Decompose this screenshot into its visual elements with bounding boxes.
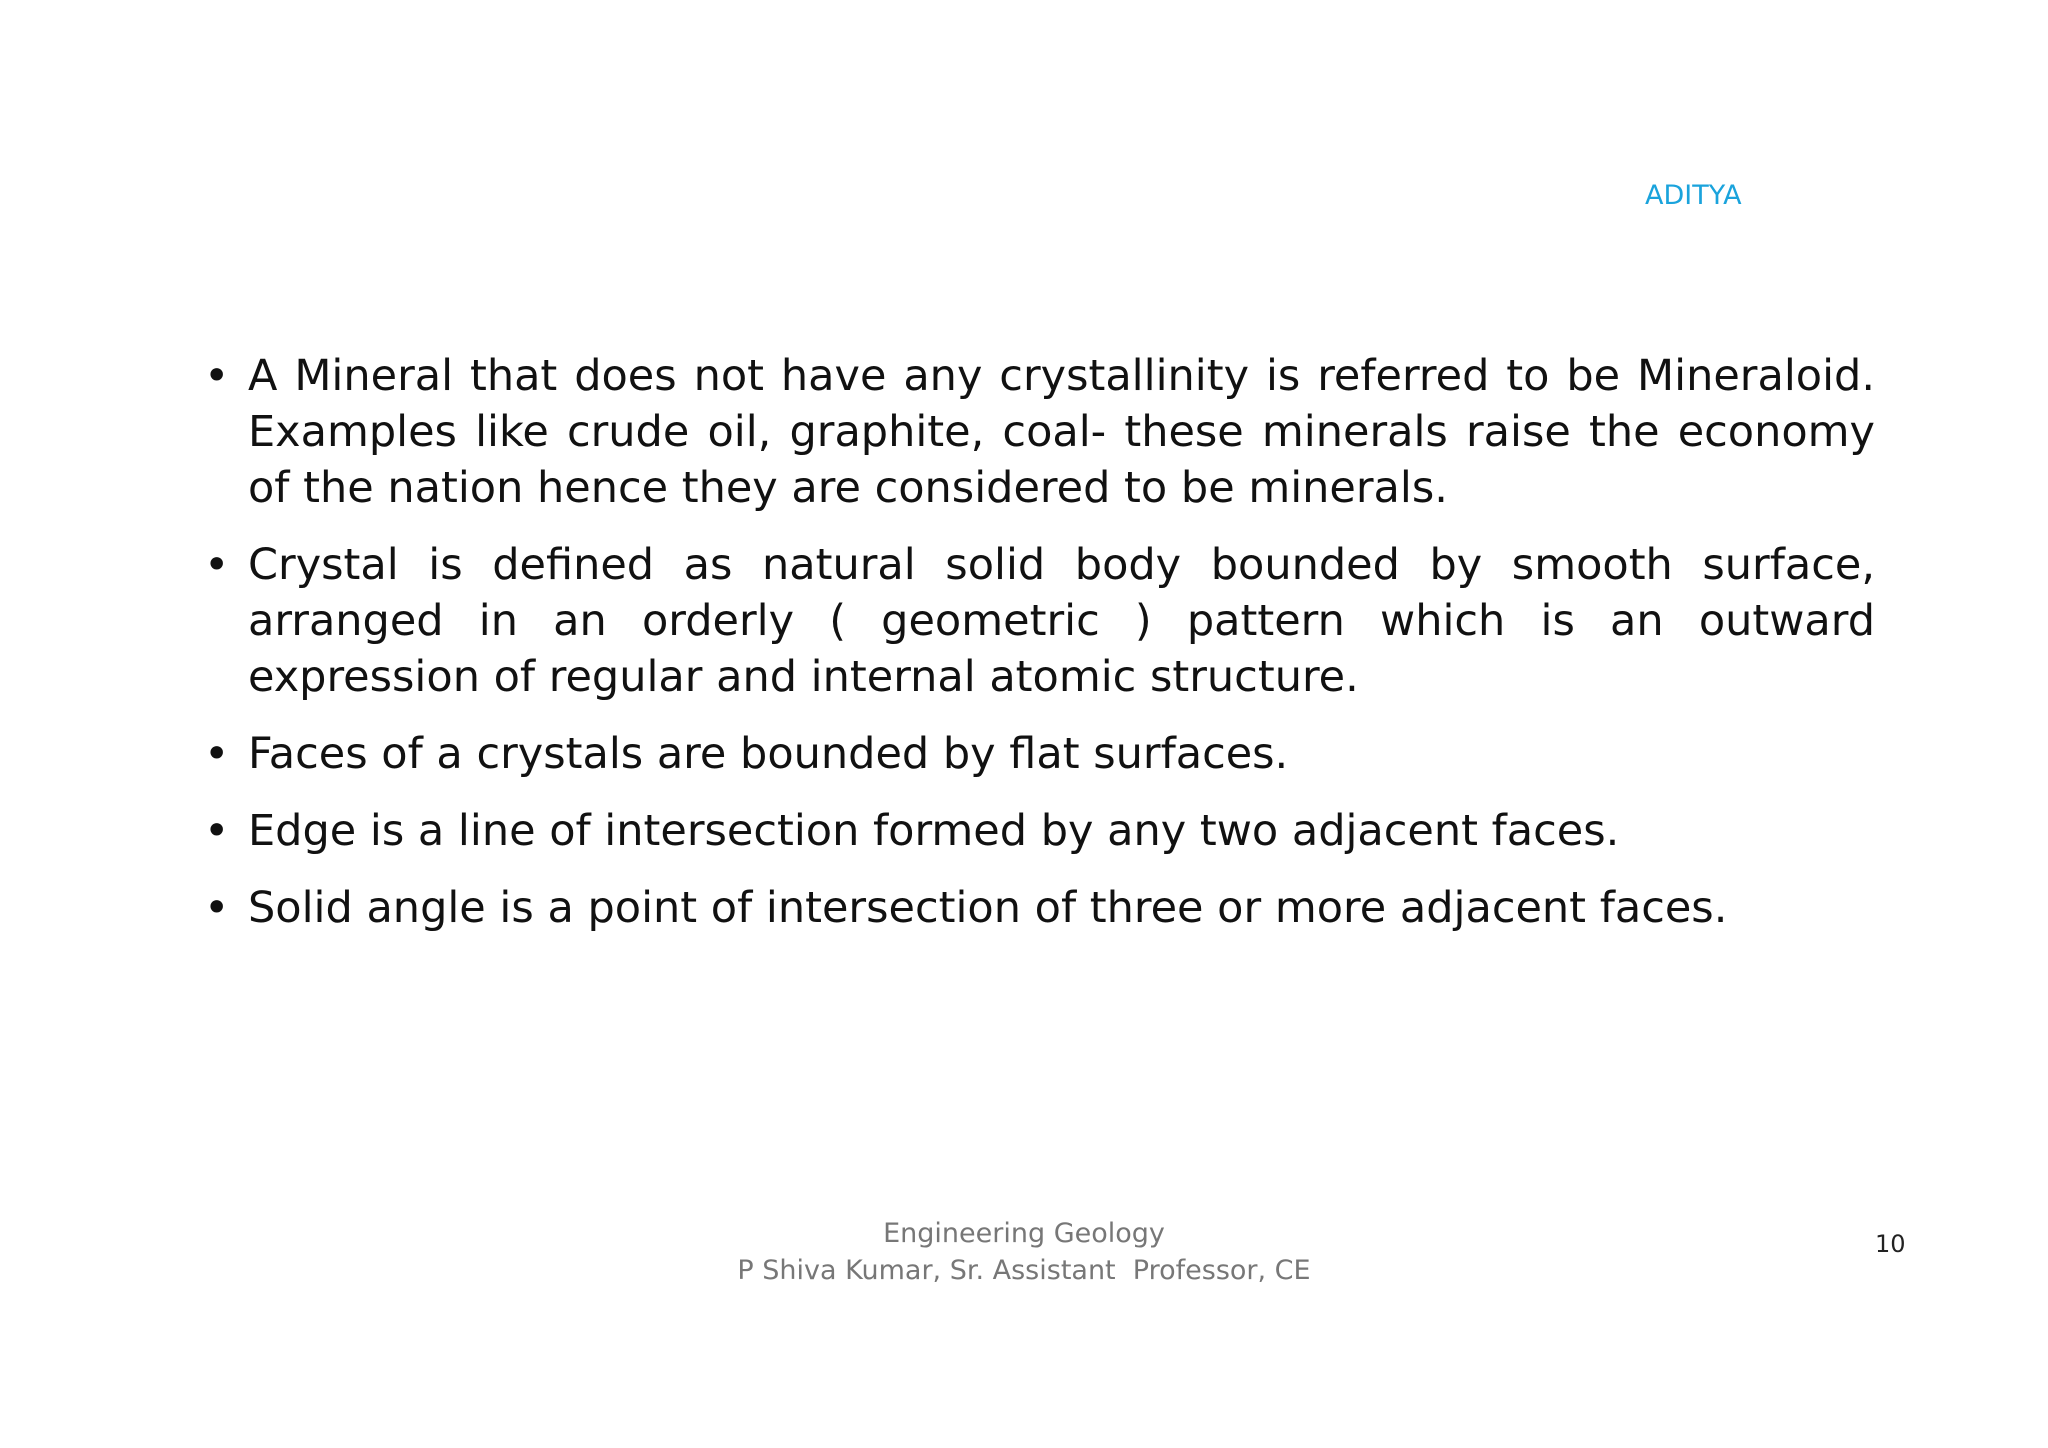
footer-course: Engineering Geology — [883, 1218, 1165, 1249]
page-number: 10 — [1875, 1230, 1906, 1258]
bullet-list — [200, 348, 1875, 957]
bullet-faces: • Faces of a crystals are bounded by flat surfaces. — [200, 726, 1875, 782]
footer — [0, 1215, 2048, 1289]
bullet-solid-angle: • Solid angle is a point of intersection of three or more adjacent faces. — [200, 880, 1875, 936]
footer-author: P Shiva Kumar, Sr. Assistant Professor, CE — [737, 1255, 1311, 1286]
brand-label: ADITYA — [1645, 180, 1742, 211]
bullet-edge: • Edge is a line of intersection formed by any two adjacent faces. — [200, 803, 1875, 859]
bullet-mineraloid: • A Mineral that does not have any crystallinity is referred to be Mineraloid. Examples like crude oil, graphite, coal- these minerals raise the economy of the nation hence they are considered to be minerals. — [200, 348, 1875, 516]
bullet-crystal-definition: • Crystal is defined as natural solid body bounded by smooth surface, arranged in an orderly ( geometric ) pattern which is an outward expression of regular and internal atomic structure. — [200, 537, 1875, 705]
